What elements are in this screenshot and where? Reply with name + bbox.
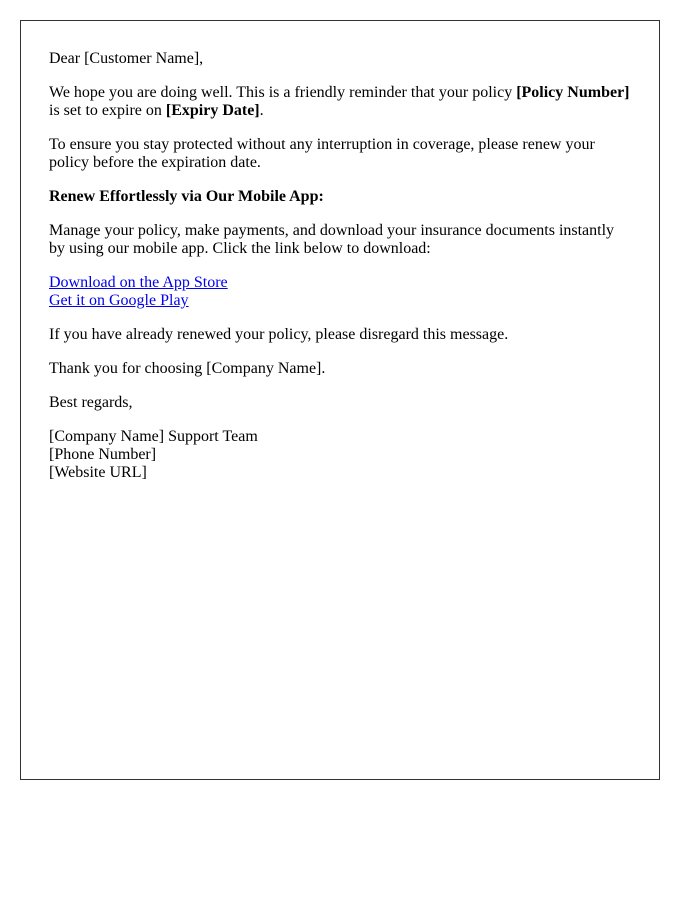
google-play-link[interactable]: Get it on Google Play: [49, 292, 189, 309]
download-links: [49, 274, 631, 310]
thanks-line: Thank you for choosing [Company Name].: [49, 360, 326, 377]
letter-container: [20, 20, 660, 780]
signature-phone: [Phone Number]: [49, 446, 157, 463]
expiry-date: [Expiry Date]: [165, 102, 260, 119]
app-heading: [49, 188, 631, 206]
app-store-link[interactable]: Download on the App Store: [49, 274, 228, 291]
signature-block: [49, 428, 631, 482]
app-heading-text: Renew Effortlessly via Our Mobile App:: [49, 188, 324, 205]
disregard-notice: If you have already renewed your policy, please disregard this message.: [49, 326, 509, 343]
policy-number: [Policy Number]: [516, 84, 630, 101]
signature-website: [Website URL]: [49, 464, 147, 481]
intro-text-1: We hope you are doing well. This is a friendly reminder that your policy: [49, 84, 517, 101]
closing: Best regards,: [49, 394, 133, 411]
greeting: Dear [Customer Name],: [49, 50, 204, 67]
app-description: Manage your policy, make payments, and download your insurance documents instantly by using our mobile app. Click the link below to download:: [49, 222, 615, 257]
signature-team: [Company Name] Support Team: [49, 428, 258, 445]
intro-text-3: .: [259, 102, 264, 119]
renew-notice: To ensure you stay protected without any interruption in coverage, please renew your policy before the expiration date.: [49, 136, 595, 171]
intro-text-2: is set to expire on: [49, 102, 166, 119]
intro-paragraph: [49, 84, 631, 120]
